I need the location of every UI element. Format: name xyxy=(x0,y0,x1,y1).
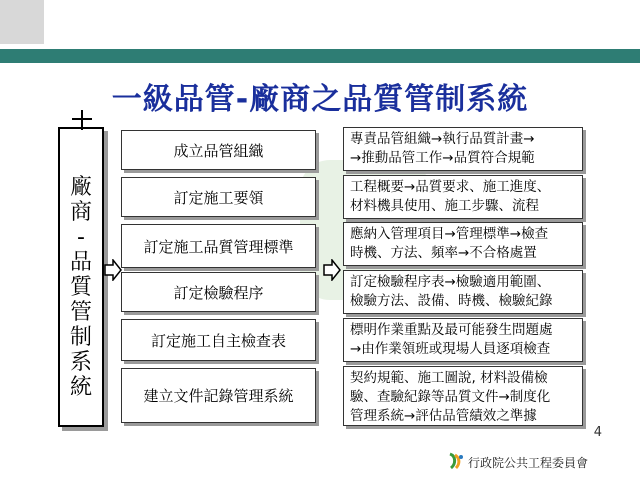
item-box-2 xyxy=(121,177,316,217)
item-label: 訂定施工自主檢查表 xyxy=(150,331,286,350)
item-label: 訂定施工要領 xyxy=(173,188,264,207)
footer-org xyxy=(447,452,588,473)
item-box-3 xyxy=(121,224,316,268)
desc-box-6: 契約規範、施工圖說, 材料設備檢 驗、查驗紀錄等品質文件→制度化 管理系統→評估品管績效之準據 xyxy=(343,366,583,426)
desc-box-5: 標明作業重點及最可能發生問題處 →由作業領班或現場人員逐項檢查 xyxy=(343,318,583,362)
item-box-6 xyxy=(121,368,316,423)
left-box-cross xyxy=(72,118,92,120)
desc-box-2: 工程概要→品質要求、施工進度、 材料機具使用、施工步驟、流程 xyxy=(343,175,583,219)
desc-box-4: 訂定檢驗程序表→檢驗適用範圍、 檢驗方法、設備、時機、檢驗紀錄 xyxy=(343,270,583,314)
page-number: 4 xyxy=(593,425,602,440)
left-arrow-icon xyxy=(104,259,122,285)
footer-org-name: 行政院公共工程委員會 xyxy=(468,456,589,470)
slide-title: 一級品管-廠商之品質管制系統 xyxy=(111,82,529,117)
desc-box-3: 應納入管理項目→管理標準→檢查 時機、方法、頻率→不合格處置 xyxy=(343,222,583,266)
left-box-marker xyxy=(81,110,83,130)
item-box-4 xyxy=(121,272,316,312)
item-box-1 xyxy=(121,130,316,170)
item-label: 建立文件記錄管理系統 xyxy=(143,387,294,405)
header-band xyxy=(0,49,640,63)
item-box-5 xyxy=(121,319,316,361)
desc-box-1: 專責品管組織→執行品質計畫→ →推動品管工作→品質符合規範 xyxy=(343,127,583,171)
middle-arrow-icon xyxy=(323,259,341,285)
item-label: 成立品管組織 xyxy=(173,141,264,160)
item-label: 訂定施工品質管理標準 xyxy=(143,237,294,256)
item-label: 訂定檢驗程序 xyxy=(173,283,264,302)
left-label-text: 廠 商 - 品 質 管 制 系 統 xyxy=(69,175,92,400)
agency-logo-icon xyxy=(447,452,468,473)
corner-decoration xyxy=(0,0,44,44)
